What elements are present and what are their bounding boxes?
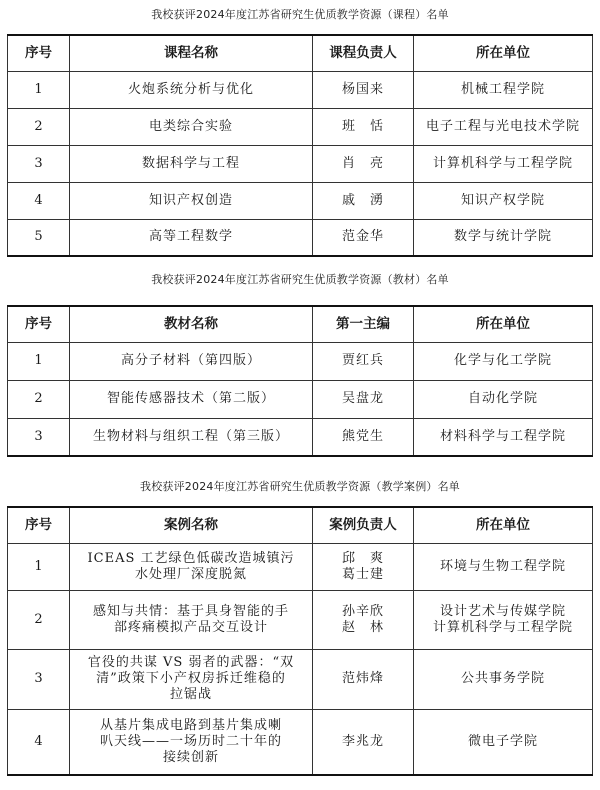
table-header-row — [8, 35, 593, 71]
col-header-no: 序号 — [8, 35, 70, 71]
course-leader: 戚 湧 — [313, 182, 414, 219]
case-unit — [414, 649, 593, 709]
case-leader-line: 李兆龙 — [341, 733, 384, 749]
textbooks-caption: 我校获评2024年度江苏省研究生优质教学资源（教材）名单 — [151, 273, 449, 286]
row-no: 1 — [8, 71, 70, 108]
case-leader-line: 范炜烽 — [341, 671, 384, 686]
table-row — [8, 108, 593, 145]
row-no: 3 — [8, 649, 70, 709]
case-name-line: ICEAS 工艺绿色低碳改造城镇污 — [87, 550, 295, 566]
course-name: 电类综合实验 — [70, 108, 313, 145]
textbook-editor: 贾红兵 — [313, 342, 414, 380]
case-unit-line: 微电子学院 — [467, 733, 538, 749]
cases-table — [7, 506, 593, 776]
textbook-name: 智能传感器技术（第二版） — [70, 380, 313, 418]
table-header-row — [8, 306, 593, 342]
textbook-editor: 吴盘龙 — [313, 380, 414, 418]
case-leader-line: 邱 爽 — [341, 550, 384, 566]
case-leader — [313, 649, 414, 709]
course-leader: 杨国来 — [313, 71, 414, 108]
case-name — [70, 590, 313, 649]
case-name — [70, 543, 313, 590]
case-unit-line: 设计艺术与传媒学院 — [439, 603, 566, 619]
case-name-line: 接续创新 — [162, 749, 219, 765]
case-leader — [313, 590, 414, 649]
courses-caption: 我校获评2024年度江苏省研究生优质教学资源（课程）名单 — [151, 8, 449, 21]
row-no: 4 — [8, 709, 70, 775]
case-unit — [414, 709, 593, 775]
table-row — [8, 543, 593, 590]
table-row — [8, 380, 593, 418]
course-unit: 计算机科学与工程学院 — [414, 145, 593, 182]
row-no: 1 — [8, 342, 70, 380]
table-header-row — [8, 507, 593, 543]
textbooks-table — [7, 305, 593, 457]
cases-caption: 我校获评2024年度江苏省研究生优质教学资源（教学案例）名单 — [140, 480, 460, 493]
case-leader — [313, 543, 414, 590]
col-header-leader: 课程负责人 — [313, 35, 414, 71]
col-header-unit: 所在单位 — [414, 306, 593, 342]
row-no: 2 — [8, 108, 70, 145]
course-leader: 范金华 — [313, 219, 414, 256]
table-row — [8, 71, 593, 108]
course-name: 高等工程数学 — [70, 219, 313, 256]
case-leader-line: 孙辛欣 — [341, 603, 384, 619]
table-row — [8, 342, 593, 380]
case-name-line: 从基片集成电路到基片集成喇 — [99, 717, 282, 733]
course-leader: 班 恬 — [313, 108, 414, 145]
textbook-name: 生物材料与组织工程（第三版） — [70, 418, 313, 456]
textbook-unit: 自动化学院 — [414, 380, 593, 418]
table-row — [8, 418, 593, 456]
row-no: 5 — [8, 219, 70, 256]
textbook-unit: 材料科学与工程学院 — [414, 418, 593, 456]
col-header-editor: 第一主编 — [313, 306, 414, 342]
case-unit — [414, 543, 593, 590]
case-name-line: 清”政策下小产权房拆迁维稳的 — [96, 671, 286, 686]
course-leader: 肖 亮 — [313, 145, 414, 182]
case-unit-line: 计算机科学与工程学院 — [432, 619, 573, 635]
case-name — [70, 649, 313, 709]
case-unit-line: 公共事务学院 — [460, 671, 545, 686]
case-leader-line: 赵 林 — [341, 619, 384, 635]
textbook-unit: 化学与化工学院 — [414, 342, 593, 380]
course-unit: 数学与统计学院 — [414, 219, 593, 256]
row-no: 2 — [8, 590, 70, 649]
table-row — [8, 649, 593, 709]
row-no: 3 — [8, 145, 70, 182]
col-header-unit: 所在单位 — [414, 507, 593, 543]
course-name: 数据科学与工程 — [70, 145, 313, 182]
course-unit: 知识产权学院 — [414, 182, 593, 219]
course-name: 火炮系统分析与优化 — [70, 71, 313, 108]
col-header-no: 序号 — [8, 507, 70, 543]
col-header-no: 序号 — [8, 306, 70, 342]
case-name-line: 感知与共情：基于具身智能的手 — [92, 603, 289, 619]
case-name — [70, 709, 313, 775]
row-no: 4 — [8, 182, 70, 219]
table-row — [8, 145, 593, 182]
textbook-name: 高分子材料（第四版） — [70, 342, 313, 380]
course-unit: 机械工程学院 — [414, 71, 593, 108]
table-row — [8, 590, 593, 649]
col-header-name: 案例名称 — [70, 507, 313, 543]
case-leader — [313, 709, 414, 775]
case-name-line: 水处理厂深度脱氮 — [134, 566, 247, 582]
col-header-leader: 案例负责人 — [313, 507, 414, 543]
case-unit — [414, 590, 593, 649]
col-header-name: 教材名称 — [70, 306, 313, 342]
course-unit: 电子工程与光电技术学院 — [414, 108, 593, 145]
course-name: 知识产权创造 — [70, 182, 313, 219]
case-name-line: 叭天线——一场历时二十年的 — [99, 733, 282, 749]
col-header-name: 课程名称 — [70, 35, 313, 71]
case-name-line: 官役的共谋 VS 弱者的武器：“双 — [87, 655, 295, 670]
row-no: 1 — [8, 543, 70, 590]
table-row — [8, 709, 593, 775]
courses-table — [7, 34, 593, 257]
table-row — [8, 219, 593, 256]
col-header-unit: 所在单位 — [414, 35, 593, 71]
case-name-line: 部疼痛模拟产品交互设计 — [113, 619, 268, 635]
row-no: 3 — [8, 418, 70, 456]
case-unit-line: 环境与生物工程学院 — [439, 558, 566, 574]
row-no: 2 — [8, 380, 70, 418]
textbook-editor: 熊党生 — [313, 418, 414, 456]
table-row — [8, 182, 593, 219]
case-name-line: 拉锯战 — [169, 687, 212, 702]
case-leader-line: 葛士建 — [341, 566, 384, 582]
